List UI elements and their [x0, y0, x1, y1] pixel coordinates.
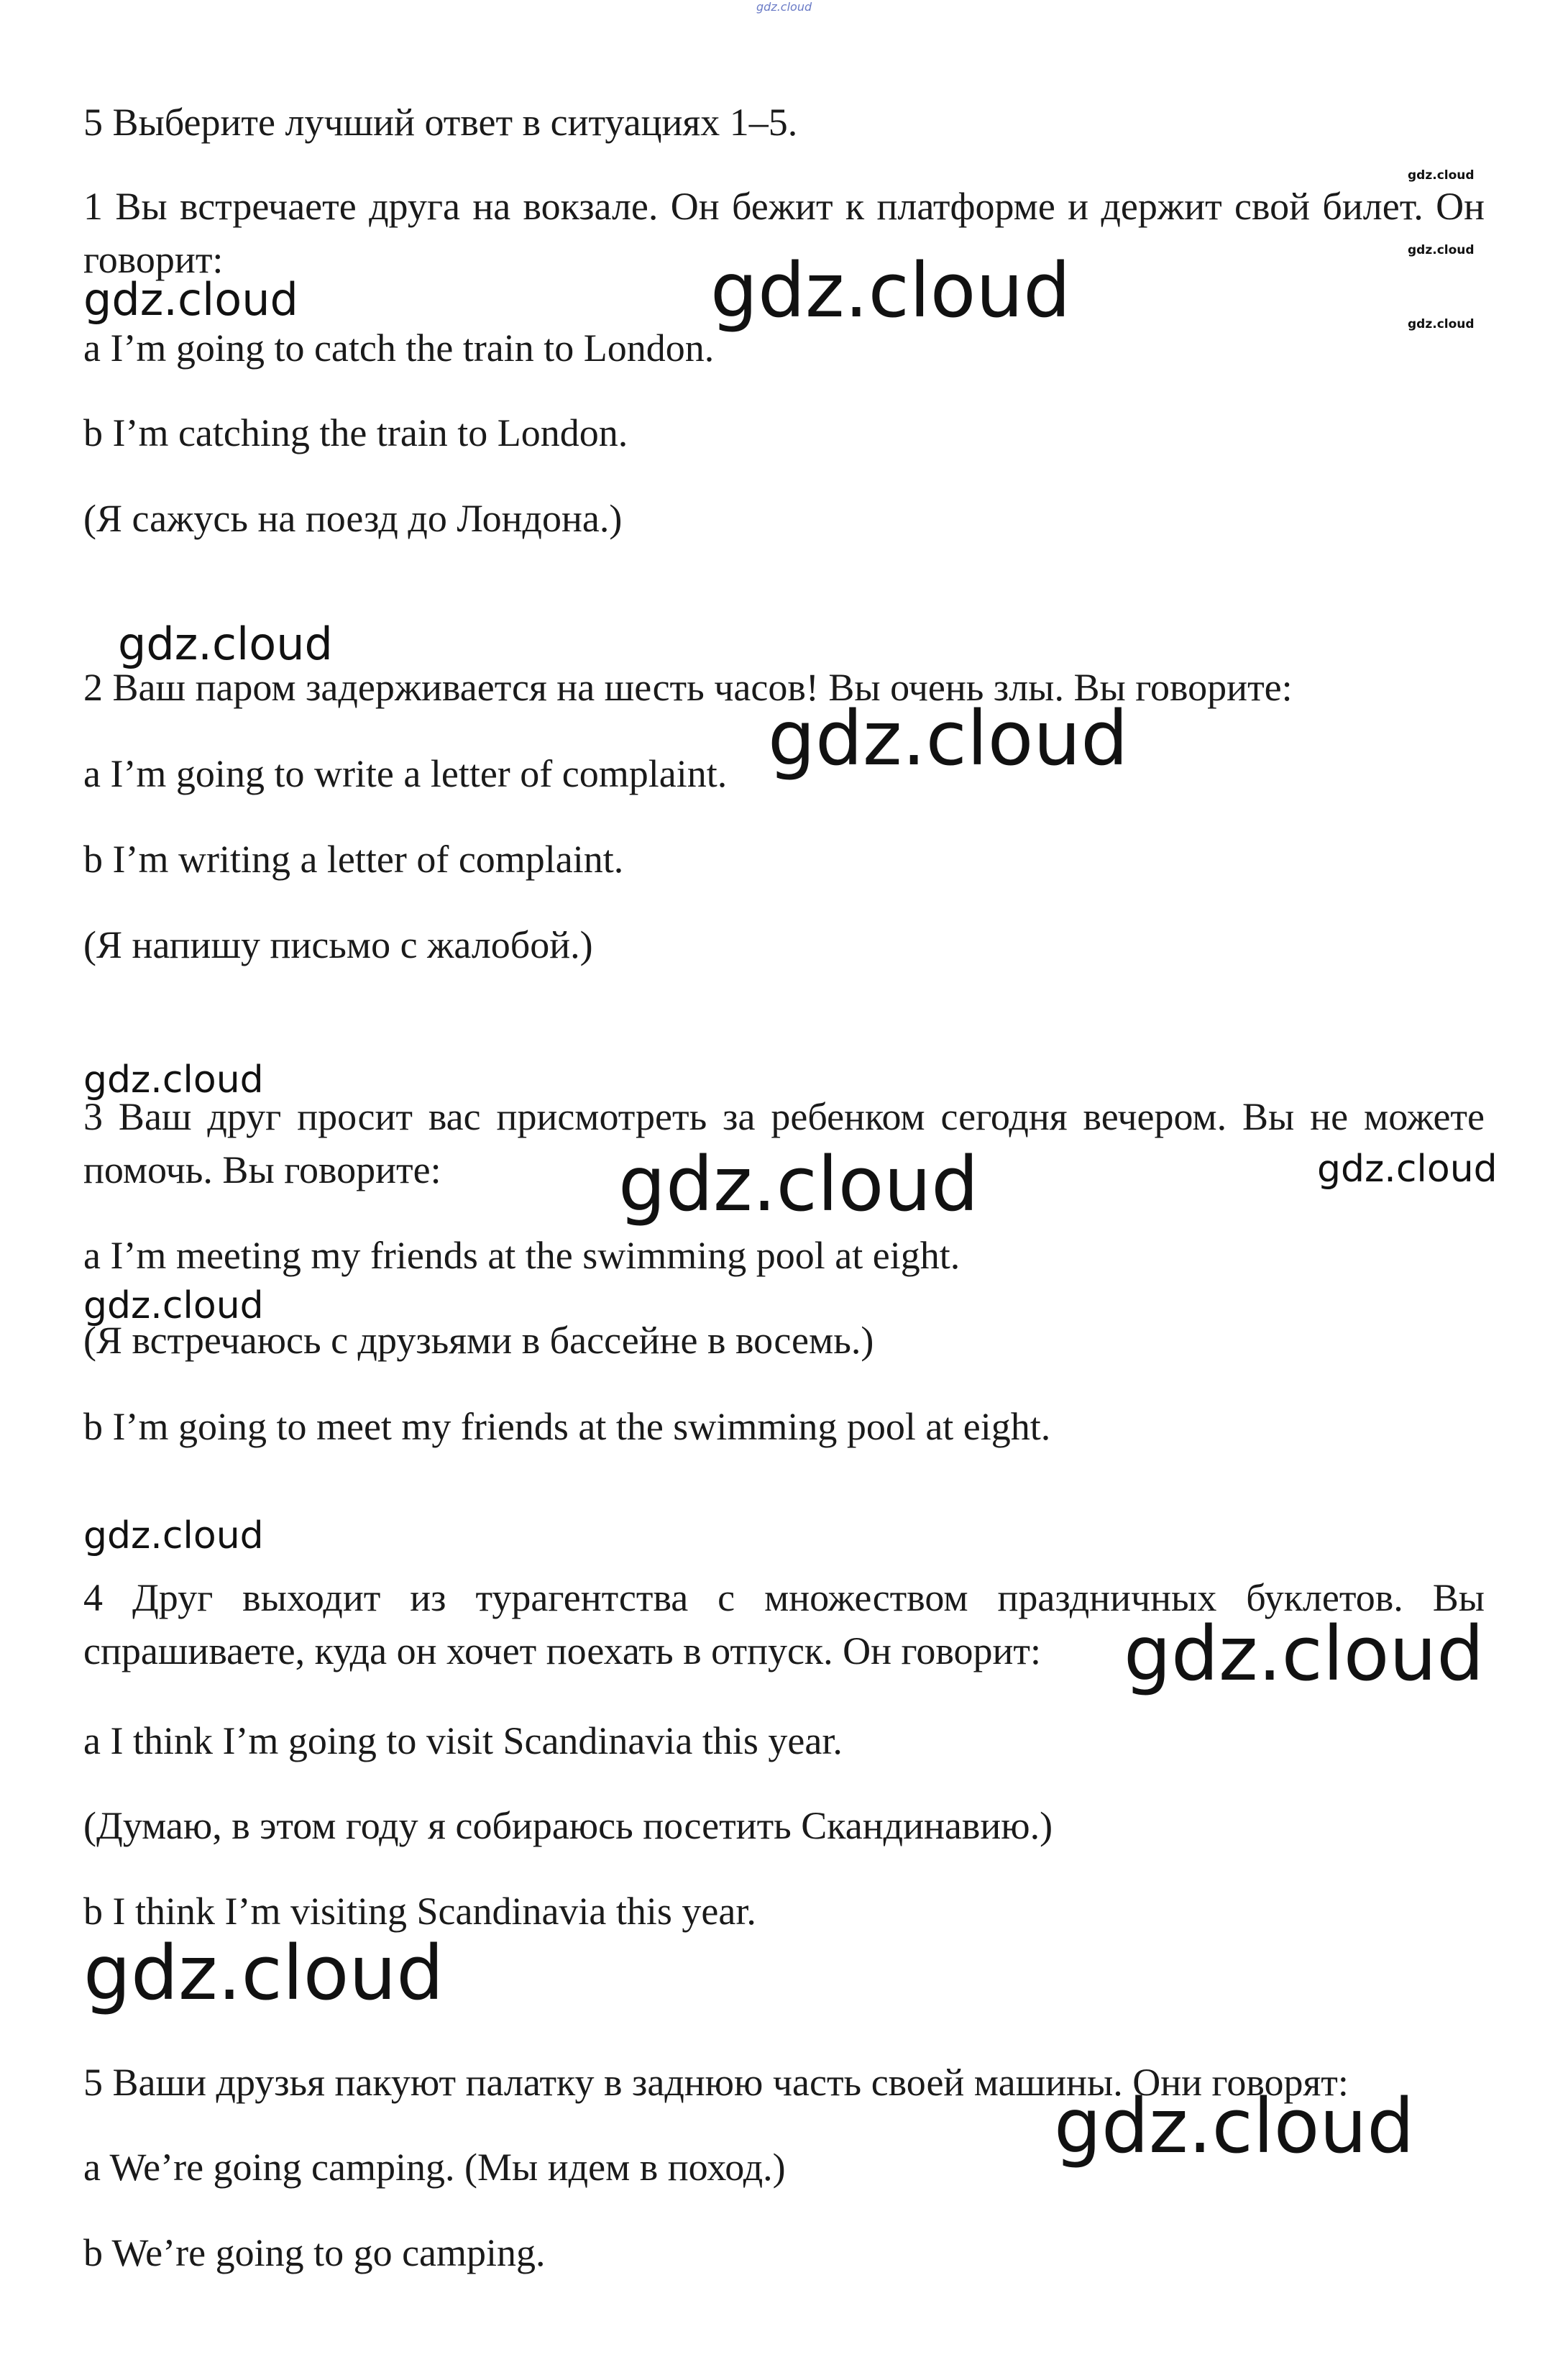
- watermark-tiny-2: gdz.cloud: [1408, 243, 1475, 257]
- watermark-6: gdz.cloud: [1317, 1148, 1498, 1191]
- watermark-7: gdz.cloud: [618, 1140, 979, 1228]
- item-1-prompt: 1 Вы встречаете друга на вокзале. Он бежит к платформе и держит свой билет. Он говорит:: [83, 185, 1485, 281]
- item-3-option-a: a I’m meeting my friends at the swimming pool at eight.: [83, 1234, 960, 1277]
- item-5-prompt: 5 Ваши друзья пакуют палатку в заднюю часть своей машины. Они говорят:: [83, 2061, 1349, 2104]
- item-2-option-a: a I’m going to write a letter of complaint.: [83, 752, 728, 795]
- item-5-option-b: b We’re going to go camping.: [83, 2231, 546, 2274]
- item-1-option-a: a I’m going to catch the train to London.: [83, 326, 715, 370]
- item-2-translation: (Я напишу письмо с жалобой.): [83, 923, 593, 966]
- item-4-option-a: a I think I’m going to visit Scandinavia this year.: [83, 1719, 843, 1762]
- item-4-option-b: b I think I’m visiting Scandinavia this year.: [83, 1890, 756, 1933]
- watermark-12: gdz.cloud: [1054, 2082, 1415, 2170]
- watermark-1: gdz.cloud: [83, 273, 298, 326]
- item-3-option-b: b I’m going to meet my friends at the swimming pool at eight.: [83, 1405, 1051, 1448]
- watermark-11: gdz.cloud: [83, 1929, 444, 2017]
- watermark-2: gdz.cloud: [710, 247, 1071, 334]
- item-1-option-b: b I’m catching the train to London.: [83, 411, 628, 454]
- item-4-prompt: 4 Друг выходит из турагентства с множеством праздничных буклетов. Вы спрашиваете, куда он хочет поехать в отпуск. Он говорит:: [83, 1576, 1485, 1672]
- watermark-top: gdz.cloud: [756, 0, 812, 14]
- item-3-translation: (Я встречаюсь с друзьями в бассейне в восемь.): [83, 1319, 874, 1362]
- watermark-4: gdz.cloud: [768, 695, 1129, 782]
- watermark-3: gdz.cloud: [118, 618, 333, 670]
- item-3-prompt: 3 Ваш друг просит вас присмотреть за ребенком сегодня вечером. Вы не можете помочь. Вы говорите:: [83, 1095, 1485, 1191]
- item-1-translation: (Я сажусь на поезд до Лондона.): [83, 497, 623, 540]
- watermark-tiny-3: gdz.cloud: [1408, 317, 1475, 331]
- watermark-9: gdz.cloud: [83, 1514, 264, 1557]
- item-2-option-b: b I’m writing a letter of complaint.: [83, 838, 624, 881]
- exercise-heading: 5 Выберите лучший ответ в ситуациях 1–5.: [83, 101, 798, 144]
- watermark-8: gdz.cloud: [83, 1284, 264, 1327]
- item-4-translation: (Думаю, в этом году я собираюсь посетить Скандинавию.): [83, 1804, 1053, 1847]
- watermark-tiny-1: gdz.cloud: [1408, 168, 1475, 183]
- watermark-5: gdz.cloud: [83, 1058, 264, 1102]
- item-2-prompt: 2 Ваш паром задерживается на шесть часов! Вы очень злы. Вы говорите:: [83, 666, 1293, 709]
- item-5-option-a: a We’re going camping. (Мы идем в поход.): [83, 2146, 786, 2189]
- watermark-10: gdz.cloud: [1124, 1610, 1485, 1698]
